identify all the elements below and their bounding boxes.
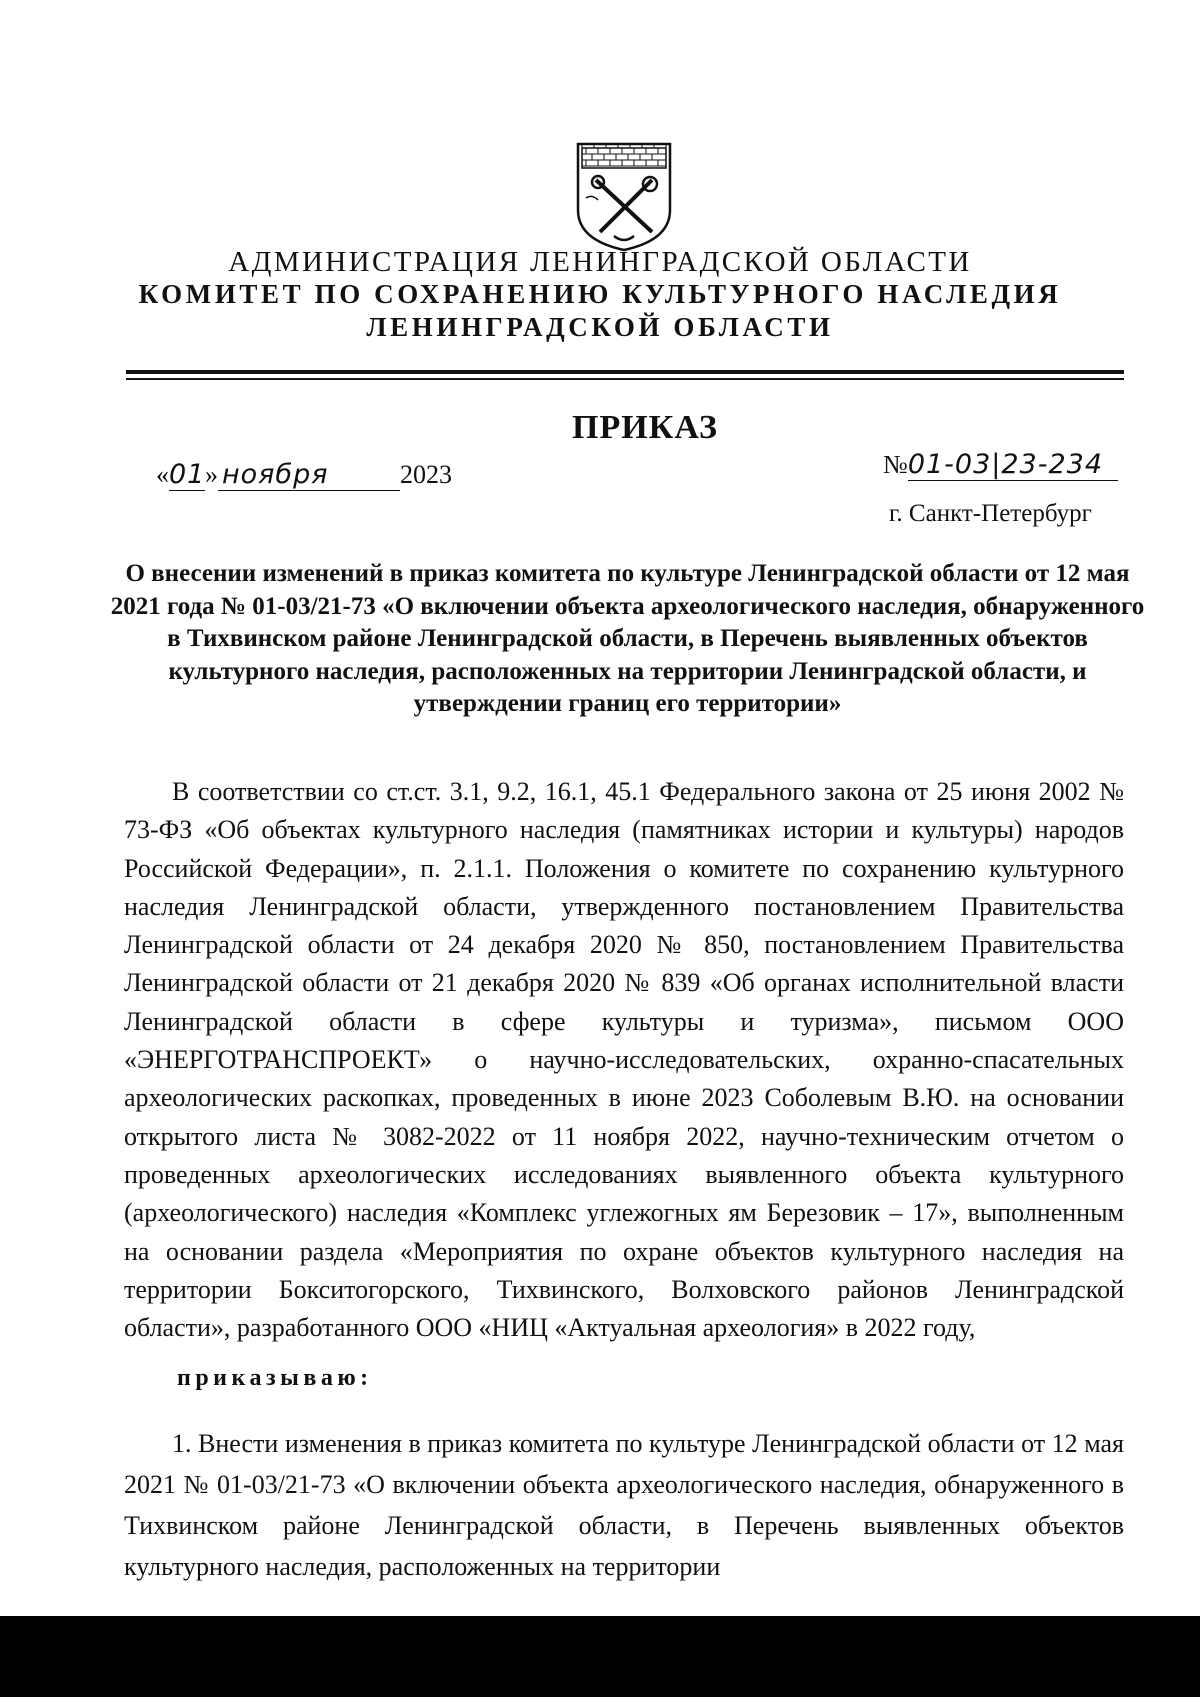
document-title: ПРИКАЗ xyxy=(572,409,718,446)
header-divider-thick xyxy=(126,370,1124,374)
date-year: 2023 xyxy=(400,460,452,489)
number-prefix: № xyxy=(883,450,908,479)
preamble xyxy=(124,773,1124,1347)
order-item-1: 1. Внести изменения в приказ комитета по культуре Ленинградской области от 12 мая 2021 № 01-03/21-73 «О включении объекта археологического наследия, обнаруженного в Тихвинском районе Ленинградской области, в Перечень выявленных объектов культурного наследия, расположенных на территории xyxy=(124,1429,1124,1581)
date-close-quote: » xyxy=(205,460,218,489)
administration-name: АДМИНИСТРАЦИЯ ЛЕНИНГРАДСКОЙ ОБЛАСТИ xyxy=(228,246,972,278)
date-month: ноября xyxy=(218,459,400,491)
issue-city: г. Санкт-Петербург xyxy=(889,500,1092,527)
date-day: 01 xyxy=(169,459,206,490)
order-items xyxy=(124,1397,1124,1613)
order-date xyxy=(156,459,452,491)
date-open-quote: « xyxy=(156,460,169,489)
coat-of-arms-emblem xyxy=(574,140,674,252)
committee-name: КОМИТЕТ ПО СОХРАНЕНИЮ КУЛЬТУРНОГО НАСЛЕДИЯ xyxy=(138,279,1062,309)
order-word: приказываю: xyxy=(177,1365,373,1391)
order-number xyxy=(883,449,1118,481)
preamble-paragraph: В соответствии со ст.ст. 3.1, 9.2, 16.1, 45.1 Федерального закона от 25 июня 2002 № 73-ФЗ «Об объектах культурного наследия (памятниках истории и культуры) народов Российской Федерации», п. 2.1.1. Положения о комитете по сохранению культурного наследия Ленинградской области, утвержденного постановлением Правительства Ленинградской области от 24 декабря 2020 № 850, постановлением Правительства Ленинградской области от 21 декабря 2020 № 839 «Об органах исполнительной власти Ленинградской области в сфере культуры и туризма», письмом ООО «ЭНЕРГОТРАНСПРОЕКТ» о научно-исследовательских, охранно-спасательных археологических раскопках, проведенных в июне 2023 Соболевым В.Ю. на основании открытого листа № 3082-2022 от 11 ноября 2022, научно-техническим отчетом о проведенных археологических исследованиях выявленного объекта культурного (археологического) наследия «Комплекс углежогных ям Березовик – 17», выполненным на основании раздела «Мероприятия по охране объектов культурного наследия на территории Бокситогорского, Тихвинского, Волховского районов Ленинградской области», разработанного ООО «НИЦ «Актуальная археология» в 2022 году, xyxy=(124,777,1124,1343)
header-divider-thin xyxy=(126,378,1124,380)
committee-region: ЛЕНИНГРАДСКОЙ ОБЛАСТИ xyxy=(366,312,834,342)
scan-border xyxy=(0,1616,1200,1697)
number-value: 01-03|23-234 xyxy=(908,449,1118,481)
order-subject: О внесении изменений в приказ комитета по культуре Ленинградской области от 12 мая 2021 года № 01-03/21-73 «О включении объекта археологического наследия, обнаруженного в Тихвинском районе Ленинградской области, в Перечень выявленных объектов культурного наследия, расположенных на территории Ленинградской области, и утверждении границ его территории» xyxy=(110,560,1145,717)
